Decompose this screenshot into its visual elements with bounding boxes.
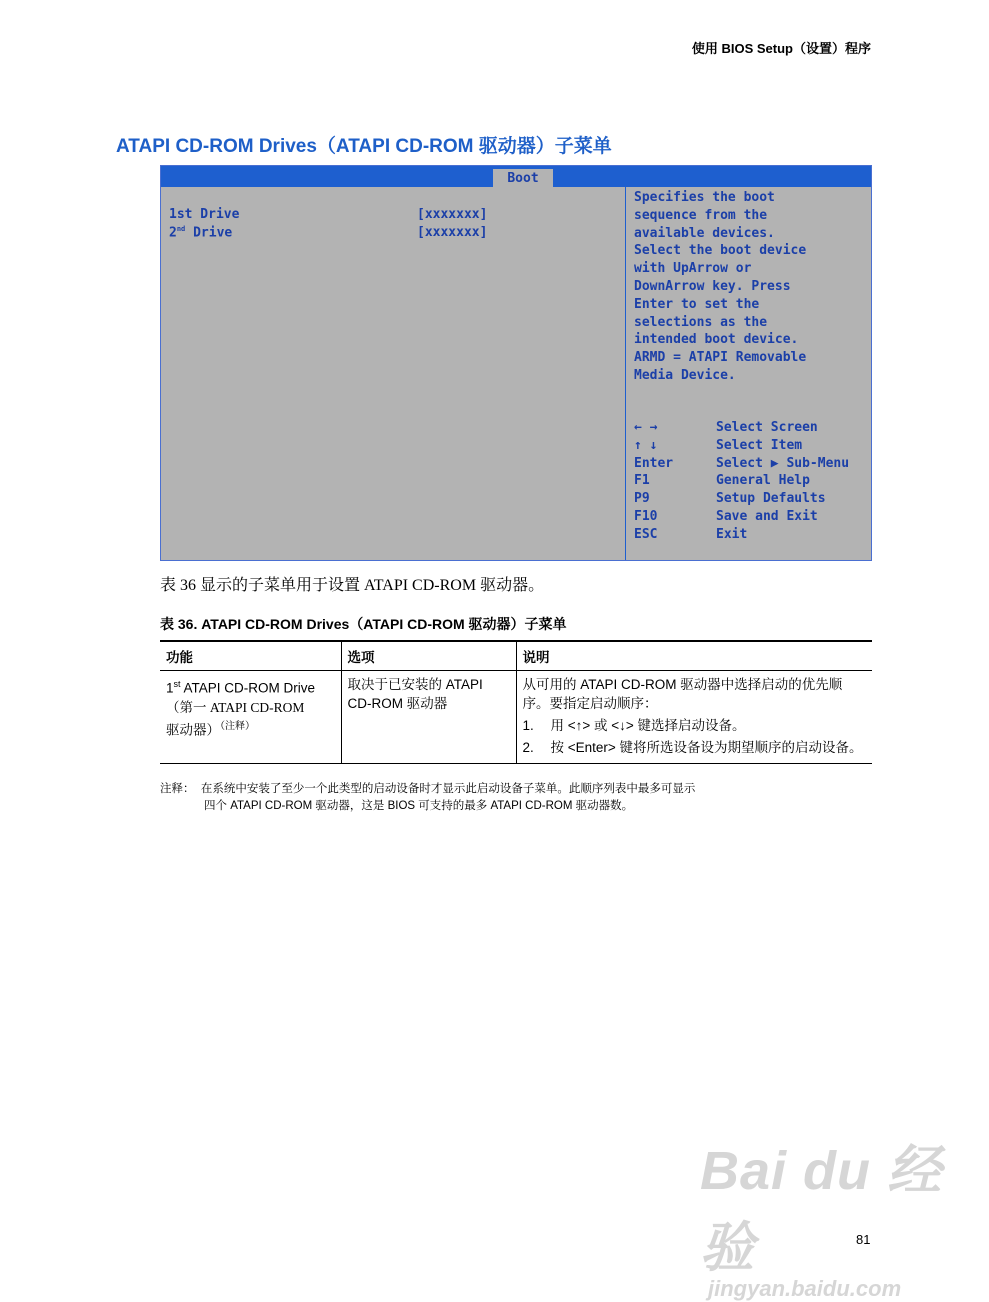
feature-num: 1 xyxy=(166,680,174,696)
table-row xyxy=(160,671,872,764)
step-number: 2. xyxy=(522,740,534,755)
help-line: selections as the xyxy=(634,314,768,330)
page-number: 81 xyxy=(856,1232,871,1247)
key-name: F1 xyxy=(634,473,650,489)
bios-item-value[interactable]: [xxxxxxx] xyxy=(417,207,488,222)
help-line: Select the boot device xyxy=(634,243,807,259)
help-line: Media Device. xyxy=(634,367,736,383)
key-name: ↑ ↓ xyxy=(634,437,658,453)
bios-item-label: 2 xyxy=(169,225,177,241)
bios-item-label-sup: nd xyxy=(176,225,186,233)
help-line: Enter to set the xyxy=(634,296,760,312)
cell-description xyxy=(516,671,872,764)
feature-line-3 xyxy=(166,717,335,740)
bios-item-1st-drive[interactable] xyxy=(169,207,239,222)
cell-option: 取决于已安装的 ATAPI CD-ROM 驱动器 xyxy=(341,671,516,764)
table-header-option: 选项 xyxy=(341,641,516,671)
feature-text-cn: 驱动器） xyxy=(166,722,220,737)
description-intro: 从可用的 ATAPI CD-ROM 驱动器中选择启动的优先顺序。要指定启动顺序： xyxy=(522,677,843,711)
key-row-f10 xyxy=(634,508,849,526)
options-table xyxy=(160,640,872,764)
table-header-row xyxy=(160,641,872,671)
description-step-2 xyxy=(523,738,867,757)
bios-key-legend xyxy=(634,419,849,544)
key-row-enter xyxy=(634,455,849,473)
step-number: 1. xyxy=(522,718,534,733)
table-caption: 表 36. ATAPI CD-ROM Drives（ATAPI CD-ROM 驱动器）子菜单 xyxy=(160,616,567,632)
key-action: Setup Defaults xyxy=(716,491,826,507)
footnote-line-1 xyxy=(160,781,695,798)
cell-feature xyxy=(160,671,341,764)
step-text: 用 <↑> 或 <↓> 键选择启动设备。 xyxy=(550,718,746,733)
baidu-jingyan-watermark xyxy=(700,1128,989,1302)
key-name: ← → xyxy=(634,420,658,435)
help-line: available devices. xyxy=(634,225,775,241)
key-row-esc xyxy=(634,526,849,544)
step-text: 按 <Enter> 键将所选设备设为期望顺序的启动设备。 xyxy=(550,740,863,755)
key-name: F10 xyxy=(634,508,658,524)
bios-divider xyxy=(625,187,626,560)
key-action: General Help xyxy=(716,473,810,489)
running-header: 使用 BIOS Setup（设置）程序 xyxy=(691,41,871,56)
footnote-line-2: 四个 ATAPI CD-ROM 驱动器，这是 BIOS 可支持的最多 ATAPI CD-ROM 驱动器数。 xyxy=(204,800,634,812)
help-line: Specifies the boot xyxy=(634,190,775,205)
feature-line-1 xyxy=(166,675,335,698)
key-row-p9 xyxy=(634,490,849,508)
intro-text: 表 36 显示的子菜单用于设置 ATAPI CD-ROM 驱动器。 xyxy=(160,577,545,594)
bios-screen xyxy=(160,165,872,561)
section-heading: ATAPI CD-ROM Drives（ATAPI CD-ROM 驱动器）子菜单 xyxy=(116,136,612,157)
note-reference: （注释） xyxy=(220,720,255,732)
key-action: Select Screen xyxy=(716,420,818,435)
bios-item-2nd-drive[interactable] xyxy=(169,225,232,240)
key-action: Save and Exit xyxy=(716,508,818,524)
key-action: Exit xyxy=(716,526,748,542)
footnote-label: 注释： xyxy=(160,783,195,795)
key-name: Enter xyxy=(634,455,674,471)
key-name: P9 xyxy=(634,491,650,507)
feature-line-2: （第一 ATAPI CD-ROM xyxy=(166,699,305,715)
feature-sup: st xyxy=(173,679,181,689)
watermark-url: jingyan.baidu.com xyxy=(708,1276,902,1301)
help-line: DownArrow key. Press xyxy=(634,278,791,294)
key-action: Select Item xyxy=(716,437,803,453)
help-line: intended boot device. xyxy=(634,332,799,348)
help-line: ARMD = ATAPI Removable xyxy=(634,350,807,366)
footnote xyxy=(160,781,695,815)
help-line: sequence from the xyxy=(634,207,768,223)
bios-item-value[interactable]: [xxxxxxx] xyxy=(417,225,488,240)
bios-help-text xyxy=(634,189,869,385)
key-row-f1 xyxy=(634,472,849,490)
bios-tab-boot[interactable]: Boot xyxy=(493,169,553,189)
key-row-left-right xyxy=(634,419,849,437)
key-action: Select ▶ Sub-Menu xyxy=(716,455,850,471)
description-step-1 xyxy=(523,716,867,735)
key-row-up-down xyxy=(634,437,849,455)
key-name: ESC xyxy=(634,526,658,542)
bios-item-label-suffix: Drive xyxy=(185,225,233,241)
feature-text: ATAPI CD-ROM Drive xyxy=(180,680,316,696)
footnote-text: 在系统中安装了至少一个此类型的启动设备时才显示此启动设备子菜单。此顺序列表中最多可显示 xyxy=(200,783,696,795)
table-header-feature: 功能 xyxy=(160,641,341,671)
help-line: with UpArrow or xyxy=(634,261,752,277)
watermark-main: Bai du 经验 xyxy=(700,1141,943,1278)
table-header-description: 说明 xyxy=(516,641,872,671)
bios-item-label: 1st Drive xyxy=(169,207,240,222)
